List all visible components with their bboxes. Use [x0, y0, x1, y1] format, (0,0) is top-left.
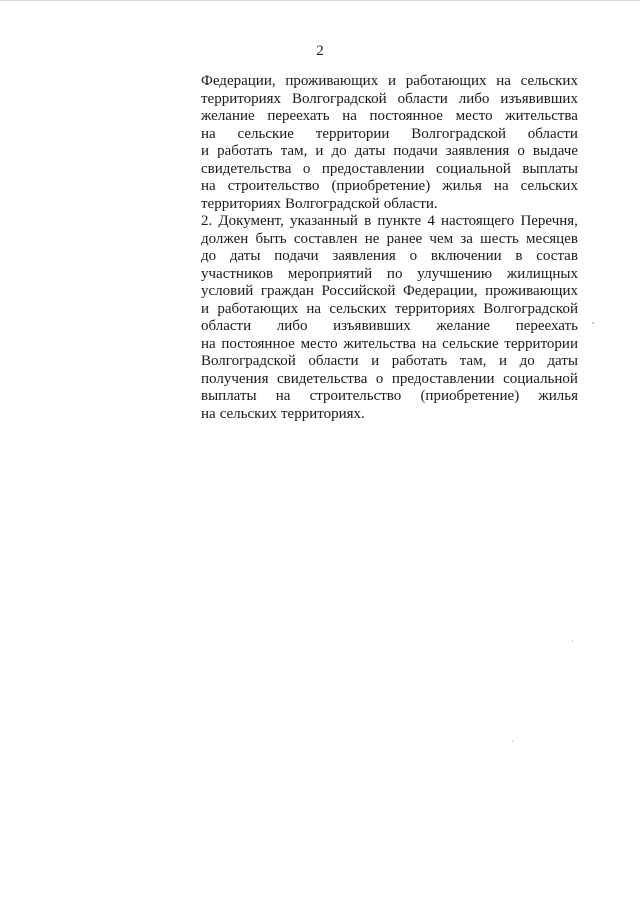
- word: о: [302, 160, 311, 177]
- document-body: [201, 73, 578, 423]
- word: Волгоградской: [411, 125, 506, 142]
- word: на: [306, 300, 322, 317]
- word: сельские: [442, 335, 499, 352]
- scan-edge-line: [0, 0, 640, 1]
- word: желание: [201, 108, 255, 124]
- word: до: [519, 353, 535, 369]
- word: в: [515, 248, 523, 264]
- word: работающих: [405, 73, 487, 89]
- word: о: [517, 143, 525, 159]
- word: территориях: [201, 195, 282, 212]
- word: Федерации,: [201, 73, 276, 89]
- word: социальной: [436, 160, 511, 177]
- word: постоянное: [221, 335, 295, 352]
- word: выдаче: [532, 143, 578, 159]
- word: строительство: [227, 178, 320, 194]
- word: Волгоградской: [285, 195, 380, 212]
- word: области: [527, 125, 578, 142]
- word: территории: [315, 125, 390, 142]
- text-line: [201, 161, 578, 179]
- word: ранее: [386, 230, 423, 247]
- word: даты: [354, 143, 386, 159]
- word: граждан: [260, 283, 314, 299]
- word: на: [201, 405, 216, 422]
- word: шесть: [480, 230, 519, 247]
- word: (приобретение): [420, 388, 520, 404]
- word: должен: [201, 230, 249, 247]
- word: и: [201, 300, 210, 317]
- word: работать: [217, 143, 273, 159]
- word: сельских: [329, 300, 387, 317]
- word: Федерации,: [402, 283, 478, 299]
- word: жительства: [505, 108, 578, 124]
- word: сельские: [237, 125, 294, 142]
- word: (приобретение): [331, 178, 431, 194]
- word: не: [364, 230, 380, 247]
- scan-speck: [512, 740, 513, 742]
- word: территориях: [394, 300, 475, 317]
- text-line: [201, 213, 578, 231]
- text-line: [201, 301, 578, 319]
- word: подачи: [274, 248, 319, 264]
- word: свидетельства: [277, 370, 368, 387]
- word: на: [201, 335, 216, 352]
- text-line: [201, 73, 578, 91]
- text-line: [201, 283, 578, 301]
- word: жилья: [442, 178, 482, 194]
- page-number: 2: [316, 43, 324, 59]
- word: на: [493, 178, 509, 194]
- word: и: [201, 143, 210, 159]
- word: Волгоградской: [201, 353, 296, 369]
- word: области: [201, 318, 252, 334]
- word: жилья: [538, 388, 578, 404]
- word: место: [300, 335, 338, 352]
- word: на: [201, 178, 216, 194]
- word: и: [371, 353, 380, 369]
- word: на: [421, 335, 437, 352]
- scan-speck: [592, 322, 594, 324]
- word: даты: [229, 248, 261, 264]
- word: области: [308, 353, 359, 369]
- word: сельских: [520, 178, 578, 194]
- word: условий: [201, 283, 254, 299]
- word: заявления: [332, 248, 396, 264]
- word: на: [201, 125, 216, 142]
- word: работающих: [217, 300, 299, 317]
- word: жилищных: [506, 265, 578, 282]
- word: изъявивших: [333, 318, 411, 334]
- word: составлен: [293, 230, 358, 247]
- word: за: [460, 230, 473, 247]
- text-line: [201, 353, 578, 371]
- word: желание: [436, 318, 491, 334]
- word: выплаты: [522, 160, 578, 177]
- text-line: [201, 91, 578, 109]
- text-line: [201, 248, 578, 266]
- text-line: [201, 231, 578, 249]
- word: там,: [280, 143, 308, 159]
- word: на: [496, 73, 511, 89]
- word: работать: [391, 353, 448, 369]
- scan-speck: [572, 640, 573, 642]
- word: о: [409, 248, 418, 264]
- word: области.: [383, 195, 438, 212]
- word: предоставлении: [321, 160, 425, 177]
- word: пункте: [377, 213, 422, 229]
- text-line: [201, 388, 578, 406]
- word: предоставлении: [391, 370, 495, 387]
- word: состав: [536, 248, 578, 264]
- word: заявления: [445, 143, 510, 159]
- word: 2.: [201, 213, 213, 229]
- word: мероприятий: [287, 265, 373, 282]
- word: о: [375, 370, 384, 387]
- word: на: [275, 388, 291, 404]
- word: указанный: [290, 213, 358, 229]
- word: улучшению: [417, 265, 493, 282]
- word: области: [397, 90, 448, 107]
- word: получения: [201, 370, 269, 387]
- word: и: [387, 73, 396, 89]
- word: переехать: [515, 318, 578, 334]
- word: быть: [255, 230, 287, 247]
- word: либо: [458, 90, 490, 107]
- word: сельских: [219, 405, 277, 422]
- word: территории: [504, 335, 578, 352]
- word: до: [201, 248, 217, 264]
- word: изъявивших: [500, 90, 578, 107]
- word: территориях: [201, 90, 282, 107]
- word: проживающих: [485, 283, 578, 299]
- word: и: [315, 143, 324, 159]
- word: свидетельства: [201, 160, 292, 177]
- word: выплаты: [201, 388, 257, 404]
- word: включении: [430, 248, 502, 264]
- word: участников: [201, 265, 274, 282]
- text-line: [201, 108, 578, 126]
- word: 4: [427, 213, 435, 229]
- word: переехать: [267, 108, 330, 124]
- word: Волгоградской: [483, 300, 578, 317]
- word: месяцев: [526, 230, 578, 247]
- word: сельских: [520, 73, 578, 89]
- word: чем: [429, 230, 454, 247]
- word: постоянное: [369, 108, 443, 124]
- text-line: [201, 336, 578, 354]
- word: социальной: [503, 370, 578, 387]
- word: Российской: [321, 283, 396, 299]
- word: там,: [459, 353, 487, 369]
- text-line: [201, 196, 578, 214]
- word: на: [342, 108, 357, 124]
- text-line: [201, 318, 578, 336]
- word: и: [499, 353, 508, 369]
- word: до: [331, 143, 347, 159]
- text-line: [201, 266, 578, 284]
- word: подачи: [393, 143, 438, 159]
- word: строительство: [309, 388, 402, 404]
- word: жительства: [343, 335, 417, 352]
- text-line: [201, 126, 578, 144]
- text-line: [201, 178, 578, 196]
- word: проживающих: [285, 73, 379, 89]
- text-line: [201, 371, 578, 389]
- word: в: [364, 213, 372, 229]
- word: по: [386, 265, 403, 282]
- text-line: [201, 143, 578, 161]
- word: Документ,: [218, 213, 284, 229]
- word: настоящего: [440, 213, 515, 229]
- word: территориях.: [281, 405, 365, 422]
- word: Перечня,: [520, 213, 578, 229]
- text-line: [201, 406, 578, 424]
- word: Волгоградской: [291, 90, 387, 107]
- word: место: [455, 108, 493, 124]
- word: либо: [276, 318, 308, 334]
- word: даты: [547, 353, 578, 369]
